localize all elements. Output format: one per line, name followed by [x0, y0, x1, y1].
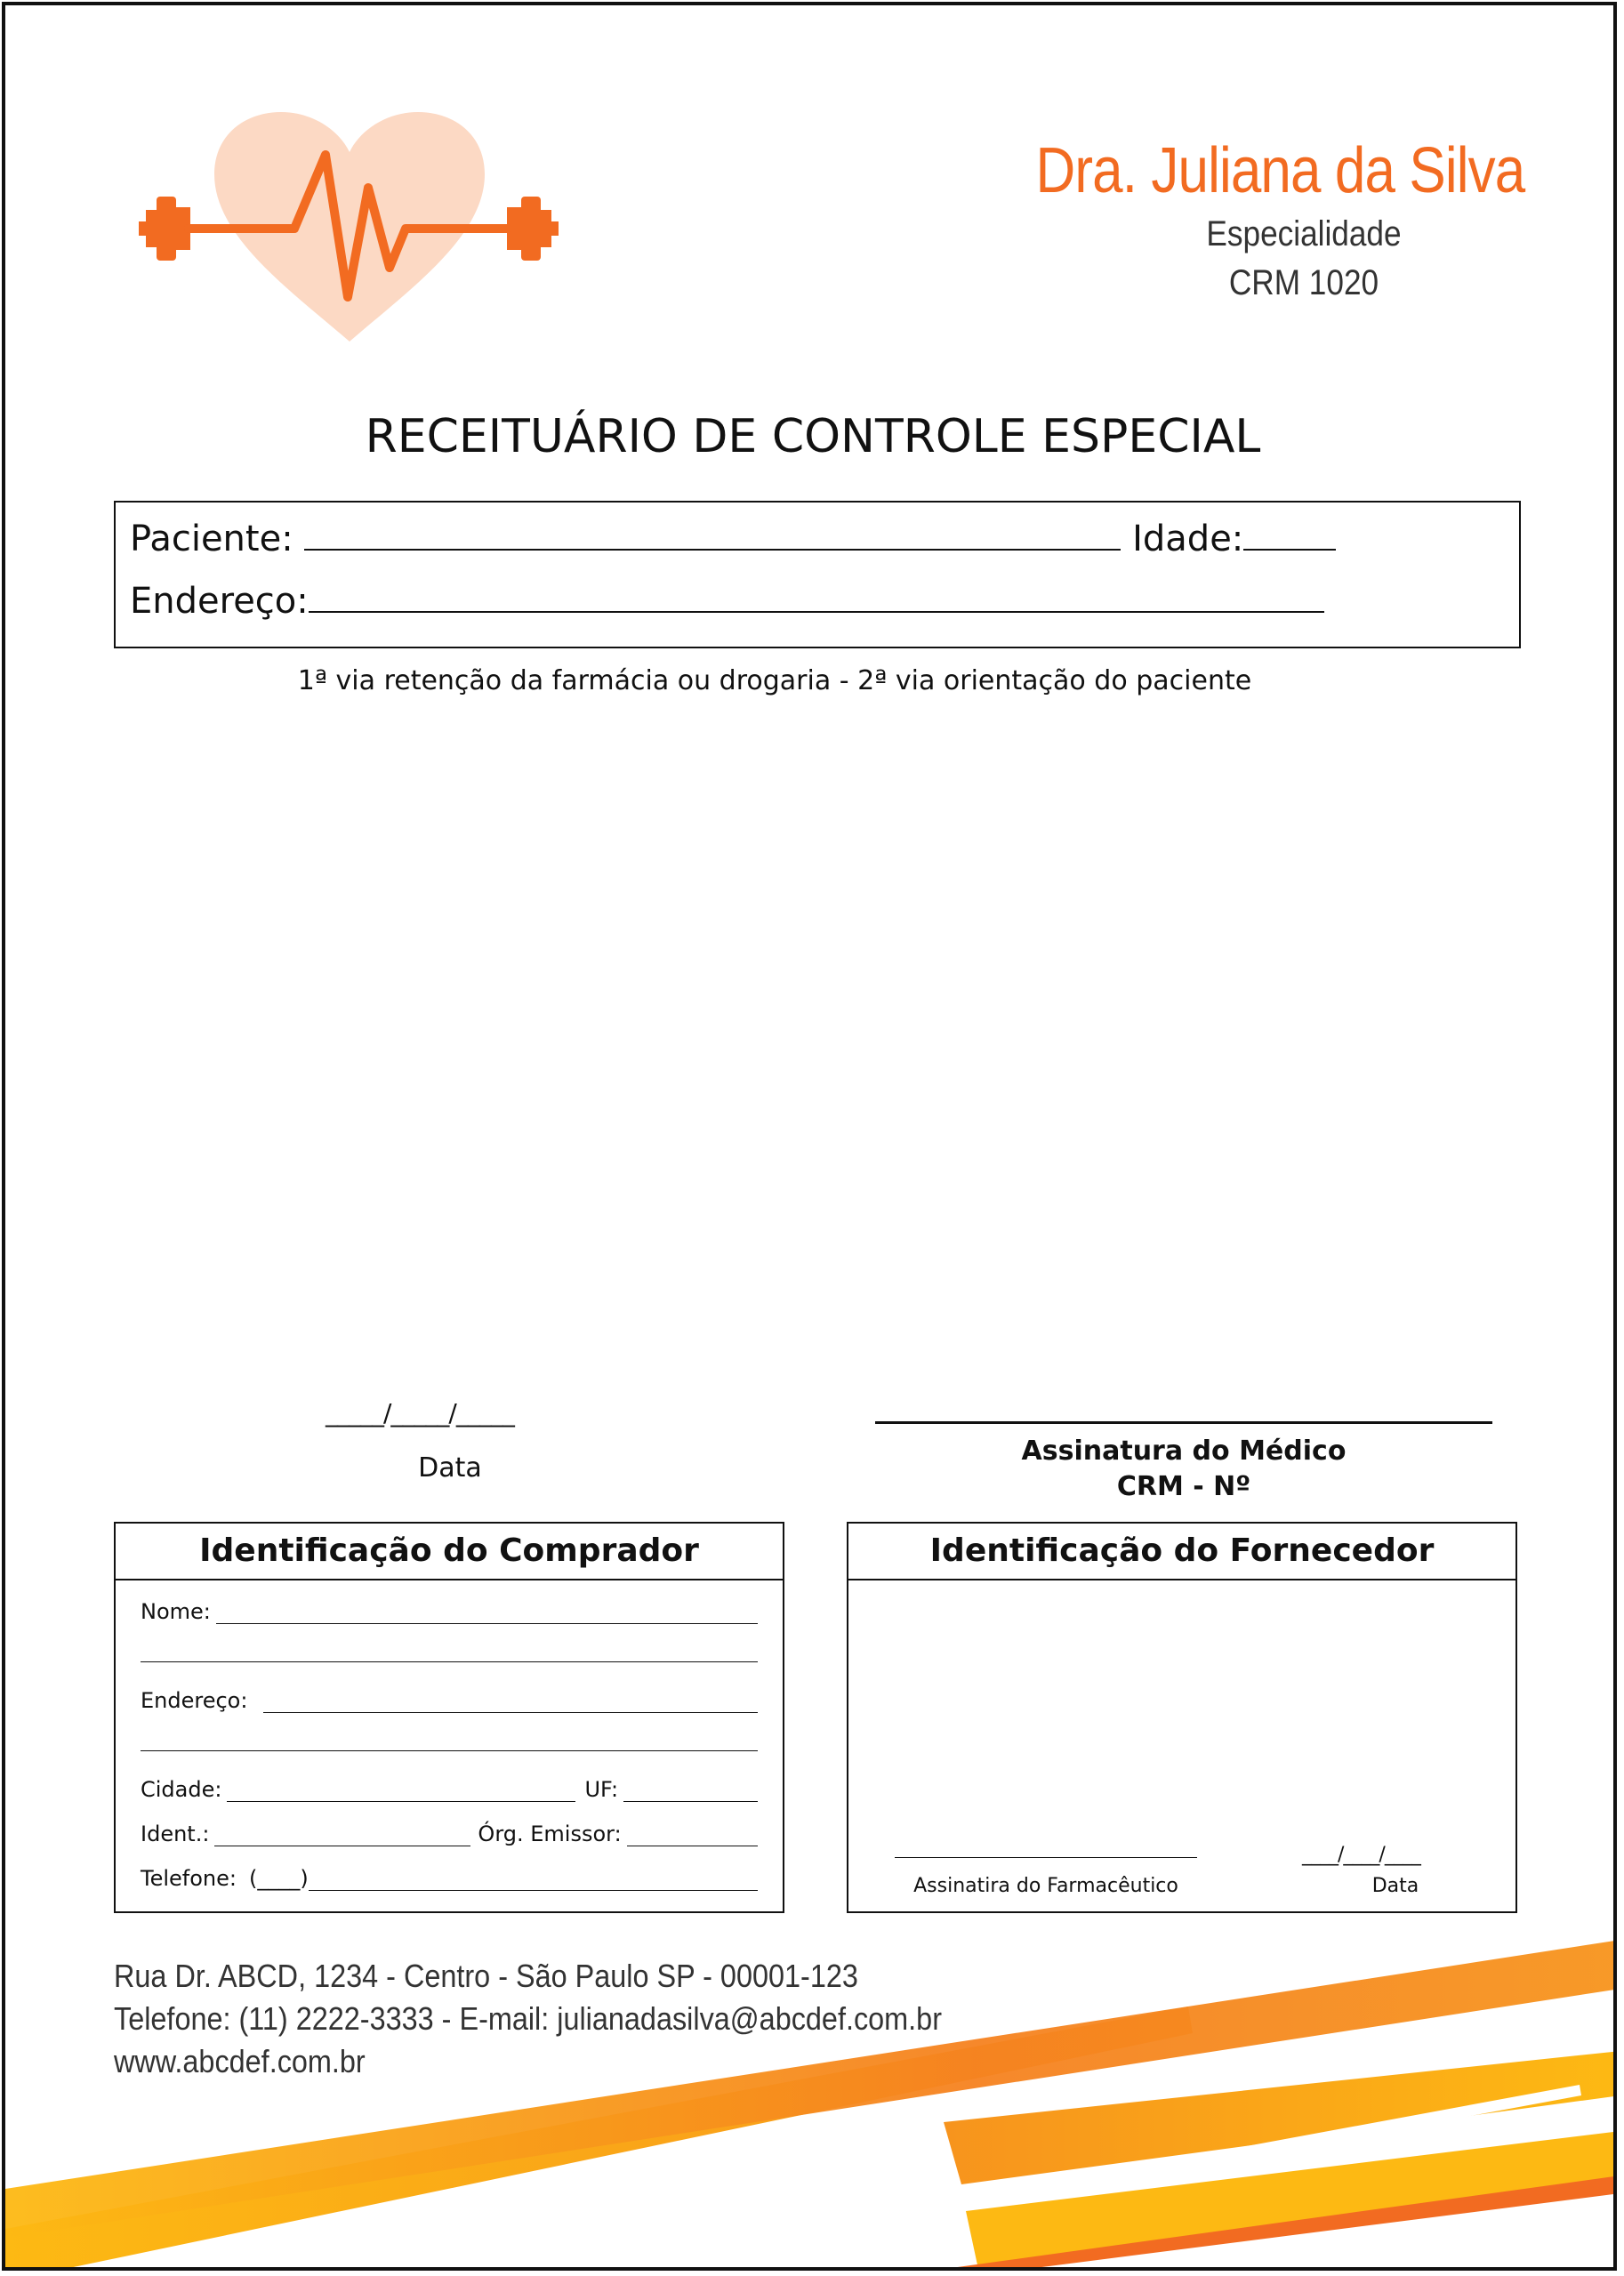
buyer-name-line: [141, 1599, 758, 1624]
address-field[interactable]: [309, 604, 1324, 613]
buyer-uf-label: UF:: [584, 1777, 619, 1802]
buyer-id-label: Ident.:: [141, 1822, 210, 1846]
buyer-uf-field[interactable]: [623, 1783, 758, 1802]
buyer-issuer-label: Órg. Emissor:: [478, 1822, 622, 1846]
pharmacist-signature-label: Assinatira do Farmacêutico: [913, 1875, 1178, 1897]
buyer-address-field[interactable]: [263, 1694, 758, 1713]
crm-number-label: CRM - Nº: [1116, 1471, 1251, 1502]
date-label: Data: [418, 1452, 482, 1484]
buyer-phone-prefix[interactable]: (____): [248, 1866, 309, 1891]
buyer-phone-line: [141, 1866, 758, 1891]
footer-contact: Telefone: (11) 2222-3333 - E-mail: julianadasilva@abcdef.com.br: [114, 2000, 942, 2037]
buyer-id-field[interactable]: [214, 1828, 470, 1846]
patient-field[interactable]: [304, 542, 1121, 551]
doctor-name: Dra. Juliana da Silva: [1035, 135, 1524, 206]
signature-line: [875, 1421, 1492, 1424]
age-label: Idade:: [1132, 519, 1244, 559]
heart-dumbbell-pulse-icon: [130, 103, 575, 352]
patient-box: [114, 501, 1521, 648]
prescription-page: [2, 2, 1617, 2271]
supplier-date-field[interactable]: ____/____/____: [1302, 1844, 1420, 1866]
footer-website: www.abcdef.com.br: [114, 2043, 366, 2079]
buyer-city-field[interactable]: [227, 1783, 575, 1802]
buyer-title: Identificação do Comprador: [116, 1524, 783, 1580]
doctor-specialty: Especialidade: [1206, 214, 1402, 253]
patient-label: Paciente:: [130, 519, 293, 559]
buyer-phone-label: Telefone:: [141, 1866, 237, 1891]
buyer-name-field-2[interactable]: [141, 1644, 758, 1662]
doctor-signature-label: Assinatura do Médico: [1021, 1436, 1347, 1467]
buyer-name-label: Nome:: [141, 1599, 211, 1624]
buyer-phone-field[interactable]: [309, 1872, 758, 1891]
patient-line: [130, 519, 1336, 559]
supplier-title: Identificação do Fornecedor: [848, 1524, 1515, 1580]
buyer-address-label: Endereço:: [141, 1688, 248, 1713]
buyer-name-field[interactable]: [216, 1605, 758, 1624]
buyer-city-label: Cidade:: [141, 1777, 222, 1802]
buyer-box: [114, 1522, 784, 1913]
pharmacist-signature-line[interactable]: [895, 1857, 1197, 1858]
doctor-crm: CRM 1020: [1228, 263, 1379, 302]
supplier-date-label: Data: [1371, 1875, 1419, 1897]
buyer-address-field-2[interactable]: [141, 1733, 758, 1751]
buyer-address-line-2: [141, 1733, 758, 1751]
buyer-issuer-field[interactable]: [627, 1828, 758, 1846]
buyer-city-line: [141, 1777, 758, 1802]
footer-address: Rua Dr. ABCD, 1234 - Centro - São Paulo SP - 00001-123: [114, 1958, 858, 1994]
copy-note: 1ª via retenção da farmácia ou drogaria - 2ª via orientação do paciente: [297, 665, 1252, 696]
buyer-id-line: [141, 1822, 758, 1846]
date-field[interactable]: _____/_____/_____: [326, 1398, 514, 1428]
age-field[interactable]: [1243, 542, 1336, 551]
buyer-name-line-2: [141, 1644, 758, 1662]
address-label: Endereço:: [130, 581, 309, 622]
buyer-address-line: [141, 1688, 758, 1713]
address-line: [130, 581, 1324, 622]
page-title: RECEITUÁRIO DE CONTROLE ESPECIAL: [365, 410, 1261, 463]
